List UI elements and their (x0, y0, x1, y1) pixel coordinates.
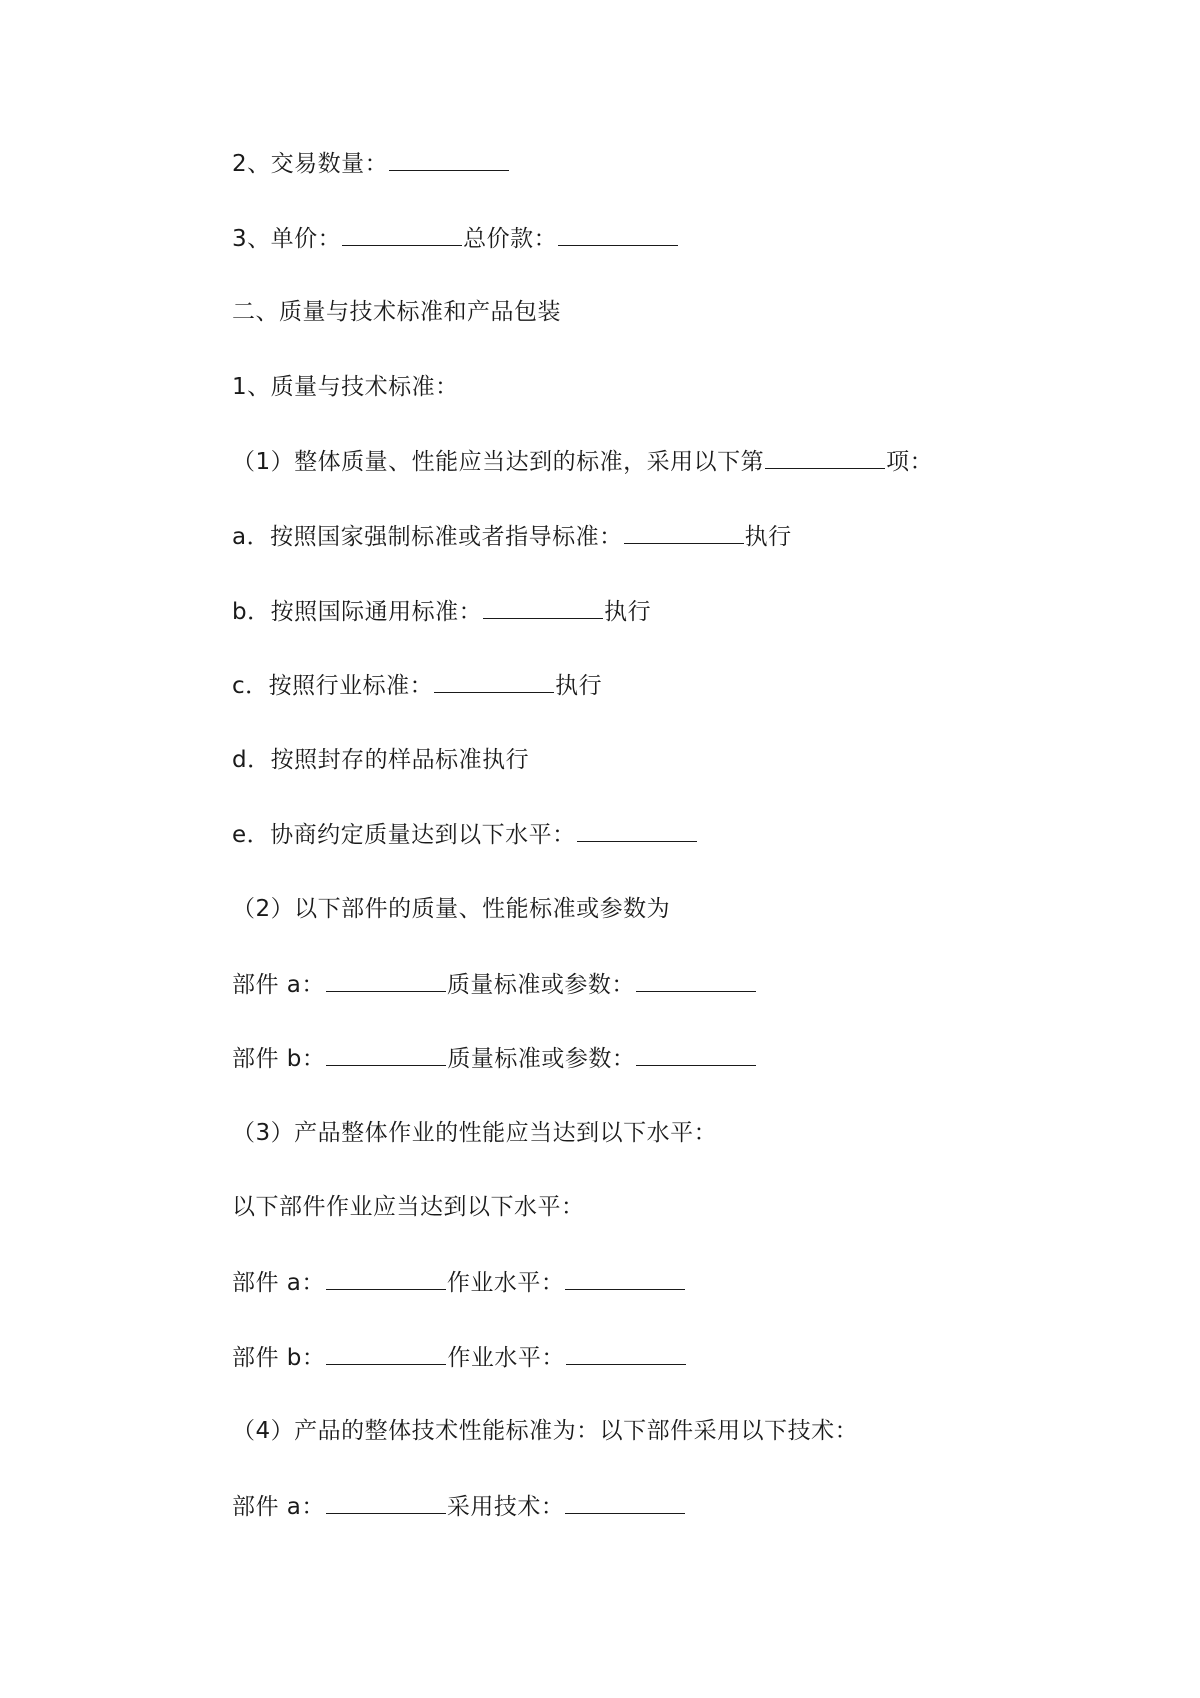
line-text: （4）产品的整体技术性能标准为：以下部件采用以下技术： (232, 1418, 859, 1445)
line-text: e．协商约定质量达到以下水平： (232, 822, 576, 849)
document-line (232, 670, 1132, 745)
line-text: 部件 b： (232, 1344, 326, 1371)
line-text: d．按照封存的样品标准执行 (232, 746, 530, 773)
line-text: 项： (886, 449, 934, 476)
line-text: 质量标准或参数： (447, 1046, 636, 1073)
document-line (232, 1043, 1132, 1118)
line-text: c．按照行业标准： (232, 673, 434, 700)
line-text: 执行 (555, 673, 603, 700)
line-text: 3、单价： (232, 225, 342, 252)
line-text: 部件 b： (232, 1046, 326, 1073)
blank-field (636, 1043, 756, 1066)
document-line (232, 297, 1132, 372)
blank-field (326, 1043, 446, 1066)
blank-field (342, 223, 462, 246)
line-text: 1、质量与技术标准： (232, 373, 459, 400)
blank-field (565, 1491, 685, 1514)
line-text: 以下部件作业应当达到以下水平： (232, 1194, 585, 1221)
line-text: 二、质量与技术标准和产品包装 (232, 299, 561, 326)
document-line (232, 894, 1132, 969)
line-text: 部件 a： (232, 971, 325, 998)
line-text: a．按照国家强制标准或者指导标准： (232, 523, 623, 550)
line-text: 2、交易数量： (232, 151, 389, 177)
blank-field (565, 1267, 685, 1290)
line-text: 质量标准或参数： (446, 971, 635, 998)
blank-field (566, 1342, 686, 1365)
line-text: 部件 a： (232, 1493, 325, 1520)
line-text: b．按照国际通用标准： (232, 598, 483, 625)
line-text: 执行 (744, 523, 792, 550)
blank-field (624, 521, 744, 544)
document-line (232, 1118, 1132, 1193)
document-line (232, 745, 1132, 820)
blank-field (577, 819, 697, 842)
document-body (232, 148, 1132, 1565)
document-line (232, 521, 1132, 596)
document-line (232, 1267, 1132, 1342)
document-line (232, 446, 1132, 521)
line-text: 作业水平： (446, 1269, 565, 1296)
blank-field (765, 446, 885, 469)
line-text: 总价款： (463, 225, 558, 252)
document-line (232, 969, 1132, 1044)
document-line (232, 372, 1132, 447)
line-text: （1）整体质量、性能应当达到的标准，采用以下第 (232, 449, 765, 476)
blank-field (434, 670, 554, 693)
line-text: （3）产品整体作业的性能应当达到以下水平： (232, 1119, 718, 1146)
line-text: 部件 a： (232, 1269, 325, 1296)
blank-field (326, 1342, 446, 1365)
blank-field (483, 596, 603, 619)
blank-field (558, 223, 678, 246)
document-line (232, 223, 1132, 298)
document-line (232, 1342, 1132, 1417)
document-line (232, 148, 1132, 223)
blank-field (326, 1491, 446, 1514)
document-line (232, 596, 1132, 671)
blank-field (389, 148, 509, 171)
line-text: （2）以下部件的质量、性能标准或参数为 (232, 895, 671, 922)
line-text: 采用技术： (446, 1493, 565, 1520)
document-line (232, 819, 1132, 894)
document-line (232, 1416, 1132, 1491)
blank-field (636, 969, 756, 992)
document-line (232, 1192, 1132, 1267)
document-line (232, 1491, 1132, 1566)
line-text: 执行 (604, 598, 652, 625)
line-text: 作业水平： (447, 1344, 565, 1371)
blank-field (326, 969, 446, 992)
blank-field (326, 1267, 446, 1290)
